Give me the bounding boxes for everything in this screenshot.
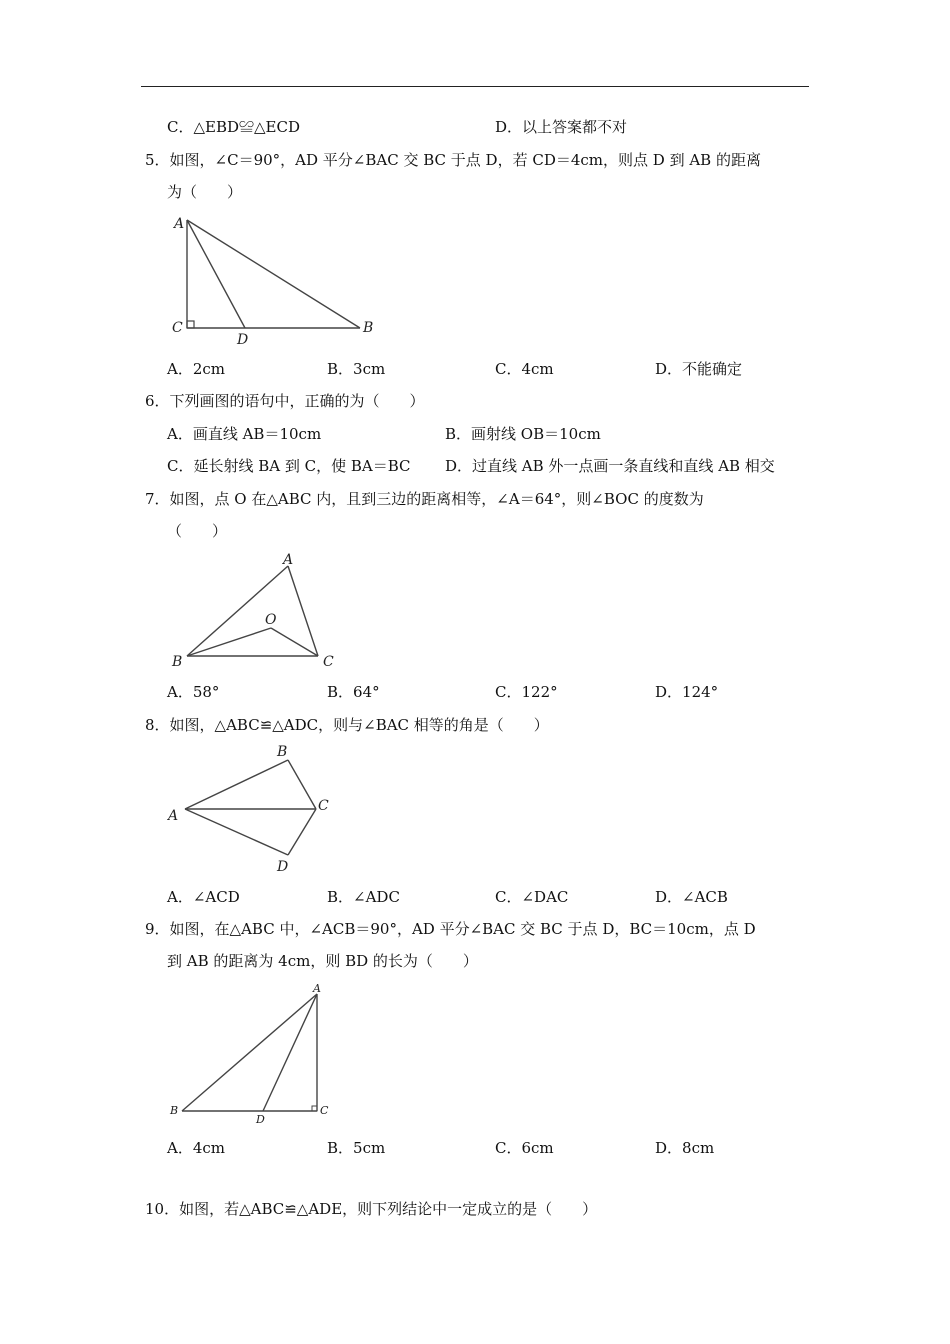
q5-label-c: C	[172, 320, 183, 336]
q9-option-a: A．4cm	[167, 1139, 226, 1157]
q7-stem-line1: 7．如图，点 O 在△ABC 内，且到三边的距离相等，∠A＝64°，则∠BOC 的度数为	[145, 490, 704, 508]
q8-option-d: D．∠ACB	[655, 888, 728, 906]
prev-option-c: C．△EBD≌△ECD	[167, 118, 301, 136]
q7-option-c: C．122°	[495, 683, 558, 701]
q5-stem-line1: 5．如图，∠C＝90°，AD 平分∠BAC 交 BC 于点 D，若 CD＝4cm，则点 D 到 AB 的距离	[145, 151, 761, 169]
q5-stem-line2: 为（ ）	[167, 183, 243, 201]
q10-stem: 10．如图，若△ABC≌△ADE，则下列结论中一定成立的是（ ）	[145, 1200, 598, 1218]
q8-option-c: C．∠DAC	[495, 888, 569, 906]
q6-option-a: A．画直线 AB＝10cm	[167, 425, 322, 443]
q9-label-c: C	[320, 1104, 329, 1117]
q8-label-c: C	[318, 798, 329, 814]
q9-label-d: D	[256, 1113, 265, 1126]
q5-option-b: B．3cm	[327, 360, 386, 378]
q9-stem-line1: 9．如图，在△ABC 中，∠ACB＝90°，AD 平分∠BAC 交 BC 于点 D，BC＝10cm，点 D	[145, 920, 756, 938]
q9-option-d: D．8cm	[655, 1139, 715, 1157]
q8-label-d: D	[277, 859, 289, 875]
q9-stem-line2: 到 AB 的距离为 4cm，则 BD 的长为（ ）	[167, 952, 478, 970]
q5-label-a: A	[174, 216, 185, 232]
header-rule	[141, 86, 809, 87]
q6-stem: 6．下列画图的语句中，正确的为（ ）	[145, 392, 425, 410]
q7-label-b: B	[172, 654, 183, 670]
q8-label-a: A	[168, 808, 179, 824]
q6-option-d: D．过直线 AB 外一点画一条直线和直线 AB 相交	[445, 457, 775, 475]
q8-option-a: A．∠ACD	[167, 888, 240, 906]
q6-option-b: B．画射线 OB＝10cm	[445, 425, 601, 443]
q5-figure	[160, 208, 390, 348]
q9-label-a: A	[313, 982, 321, 995]
q8-figure	[165, 740, 345, 875]
q8-option-b: B．∠ADC	[327, 888, 400, 906]
q7-label-a: A	[283, 552, 294, 568]
q8-stem: 8．如图，△ABC≌△ADC，则与∠BAC 相等的角是（ ）	[145, 716, 549, 734]
q9-figure	[165, 980, 345, 1130]
q9-option-b: B．5cm	[327, 1139, 386, 1157]
q7-label-o: O	[265, 612, 277, 628]
q5-option-d: D．不能确定	[655, 360, 743, 378]
q8-label-b: B	[277, 744, 288, 760]
q5-option-a: A．2cm	[167, 360, 226, 378]
q7-option-d: D．124°	[655, 683, 719, 701]
q7-figure	[168, 548, 348, 673]
q7-option-b: B．64°	[327, 683, 380, 701]
q9-label-b: B	[170, 1104, 179, 1117]
q7-label-c: C	[323, 654, 334, 670]
q5-option-c: C．4cm	[495, 360, 554, 378]
prev-option-d: D．以上答案都不对	[495, 118, 628, 136]
q5-label-b: B	[363, 320, 374, 336]
q6-option-c: C．延长射线 BA 到 C，使 BA＝BC	[167, 457, 411, 475]
q7-stem-line2: （ ）	[167, 522, 228, 540]
q5-label-d: D	[237, 332, 249, 348]
q9-option-c: C．6cm	[495, 1139, 554, 1157]
q7-option-a: A．58°	[167, 683, 220, 701]
